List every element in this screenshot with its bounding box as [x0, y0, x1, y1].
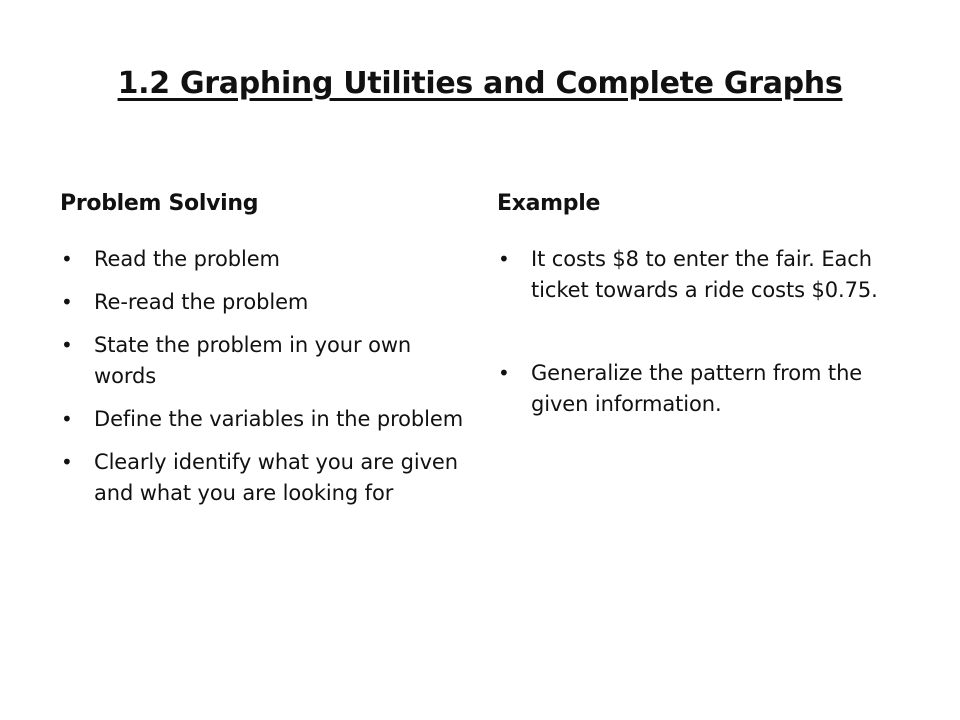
list-item-text: Read the problem: [94, 247, 280, 271]
slide-title: 1.2 Graphing Utilities and Complete Graphs: [117, 66, 843, 101]
list-item: [60, 330, 465, 392]
list-item-text: State the problem in your own words: [94, 333, 412, 388]
problem-solving-column: [60, 191, 465, 521]
list-item-text: Clearly identify what you are given and what you are looking for: [94, 450, 458, 505]
example-heading: Example: [497, 191, 601, 216]
bullet-icon: •: [61, 333, 73, 357]
list-item-text: Generalize the pattern from the given information.: [531, 361, 863, 416]
list-item: [60, 244, 465, 275]
problem-solving-list: [60, 244, 465, 509]
bullet-icon: •: [498, 247, 510, 271]
list-item: [60, 404, 465, 435]
problem-solving-heading: Problem Solving: [60, 191, 259, 216]
bullet-icon: •: [61, 450, 73, 474]
bullet-icon: •: [498, 361, 510, 385]
example-column: [497, 191, 907, 472]
bullet-icon: •: [61, 407, 73, 431]
list-item: [60, 447, 465, 509]
list-item: [60, 287, 465, 318]
list-item: [497, 358, 907, 420]
list-item-text: Re-read the problem: [94, 290, 309, 314]
bullet-icon: •: [61, 247, 73, 271]
bullet-icon: •: [61, 290, 73, 314]
list-item: [497, 244, 907, 306]
list-item-text: It costs $8 to enter the fair. Each ticket towards a ride costs $0.75.: [531, 247, 878, 302]
list-item-text: Define the variables in the problem: [94, 407, 464, 431]
example-list: [497, 244, 907, 420]
